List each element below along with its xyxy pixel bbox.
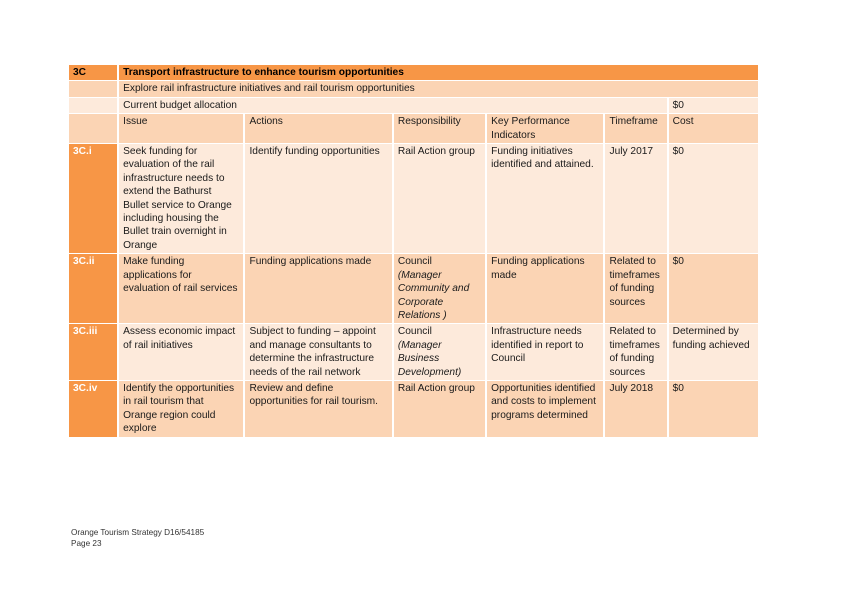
footer-page-number: Page 23 (71, 538, 102, 548)
responsibility-owner: Rail Action group (397, 382, 475, 394)
row-actions: Identify funding opportunities (245, 144, 391, 253)
row-kpi: Infrastructure needs identified in report to Council (487, 324, 603, 380)
row-id: 3C.iv (69, 381, 117, 437)
header-actions: Actions (245, 114, 391, 143)
row-issue: Make funding applications for evaluation of rail services (119, 254, 243, 323)
responsibility-owner: Rail Action group (397, 146, 475, 158)
row-actions: Review and define opportunities for rail tourism. (245, 381, 391, 437)
budget-id-cell (69, 98, 117, 113)
section-title-row (69, 65, 758, 80)
budget-row (69, 98, 758, 113)
row-kpi: Opportunities identified and costs to implement programs determined (487, 381, 603, 437)
table-row (69, 381, 758, 437)
row-id: 3C.ii (69, 254, 117, 323)
row-cost: $0 (669, 144, 758, 253)
budget-label: Current budget allocation (119, 98, 667, 113)
row-issue: Identify the opportunities in rail tourism that Orange region could explore (119, 381, 243, 437)
row-kpi: Funding applications made (487, 254, 603, 323)
row-actions: Funding applications made (245, 254, 391, 323)
responsibility-owner: Council (397, 256, 432, 268)
row-id: 3C.i (69, 144, 117, 253)
row-kpi: Funding initiatives identified and attained. (487, 144, 603, 253)
row-timeframe: Related to timeframes of funding sources (605, 254, 666, 323)
header-cost: Cost (669, 114, 758, 143)
row-responsibility (394, 254, 485, 323)
table-row (69, 254, 758, 323)
header-responsibility: Responsibility (394, 114, 485, 143)
page-footer (71, 528, 204, 549)
section-title: Transport infrastructure to enhance tourism opportunities (119, 65, 758, 80)
row-cost: $0 (669, 381, 758, 437)
row-cost: Determined by funding achieved (669, 324, 758, 380)
row-actions: Subject to funding – appoint and manage consultants to determine the infrastructure needs of the rail network (245, 324, 391, 380)
footer-doc-ref: Orange Tourism Strategy D16/54185 (71, 528, 205, 537)
row-issue: Assess economic impact of rail initiatives (119, 324, 243, 380)
budget-value: $0 (669, 98, 758, 113)
header-row (69, 114, 758, 143)
strategy-table (67, 64, 760, 438)
table-row (69, 144, 758, 253)
row-cost: $0 (669, 254, 758, 323)
row-responsibility (394, 324, 485, 380)
responsibility-owner: Council (397, 326, 432, 338)
row-issue: Seek funding for evaluation of the rail infrastructure needs to extend the Bathurst Bullet service to Orange including housing the Bullet train overnight in Orange (119, 144, 243, 253)
responsibility-note: (Manager Business Development) (397, 339, 462, 378)
section-objective: Explore rail infrastructure initiatives and rail tourism opportunities (119, 81, 758, 96)
row-id: 3C.iii (69, 324, 117, 380)
row-timeframe: July 2017 (605, 144, 666, 253)
header-kpi: Key Performance Indicators (487, 114, 603, 143)
row-responsibility (394, 381, 485, 437)
objective-row (69, 81, 758, 96)
table-row (69, 324, 758, 380)
responsibility-note: (Manager Community and Corporate Relations ) (397, 269, 470, 321)
objective-id-cell (69, 81, 117, 96)
header-issue: Issue (119, 114, 243, 143)
row-responsibility (394, 144, 485, 253)
header-timeframe: Timeframe (605, 114, 666, 143)
row-timeframe: Related to timeframes of funding sources (605, 324, 666, 380)
section-id: 3C (69, 65, 117, 80)
row-timeframe: July 2018 (605, 381, 666, 437)
header-id-cell (69, 114, 117, 143)
